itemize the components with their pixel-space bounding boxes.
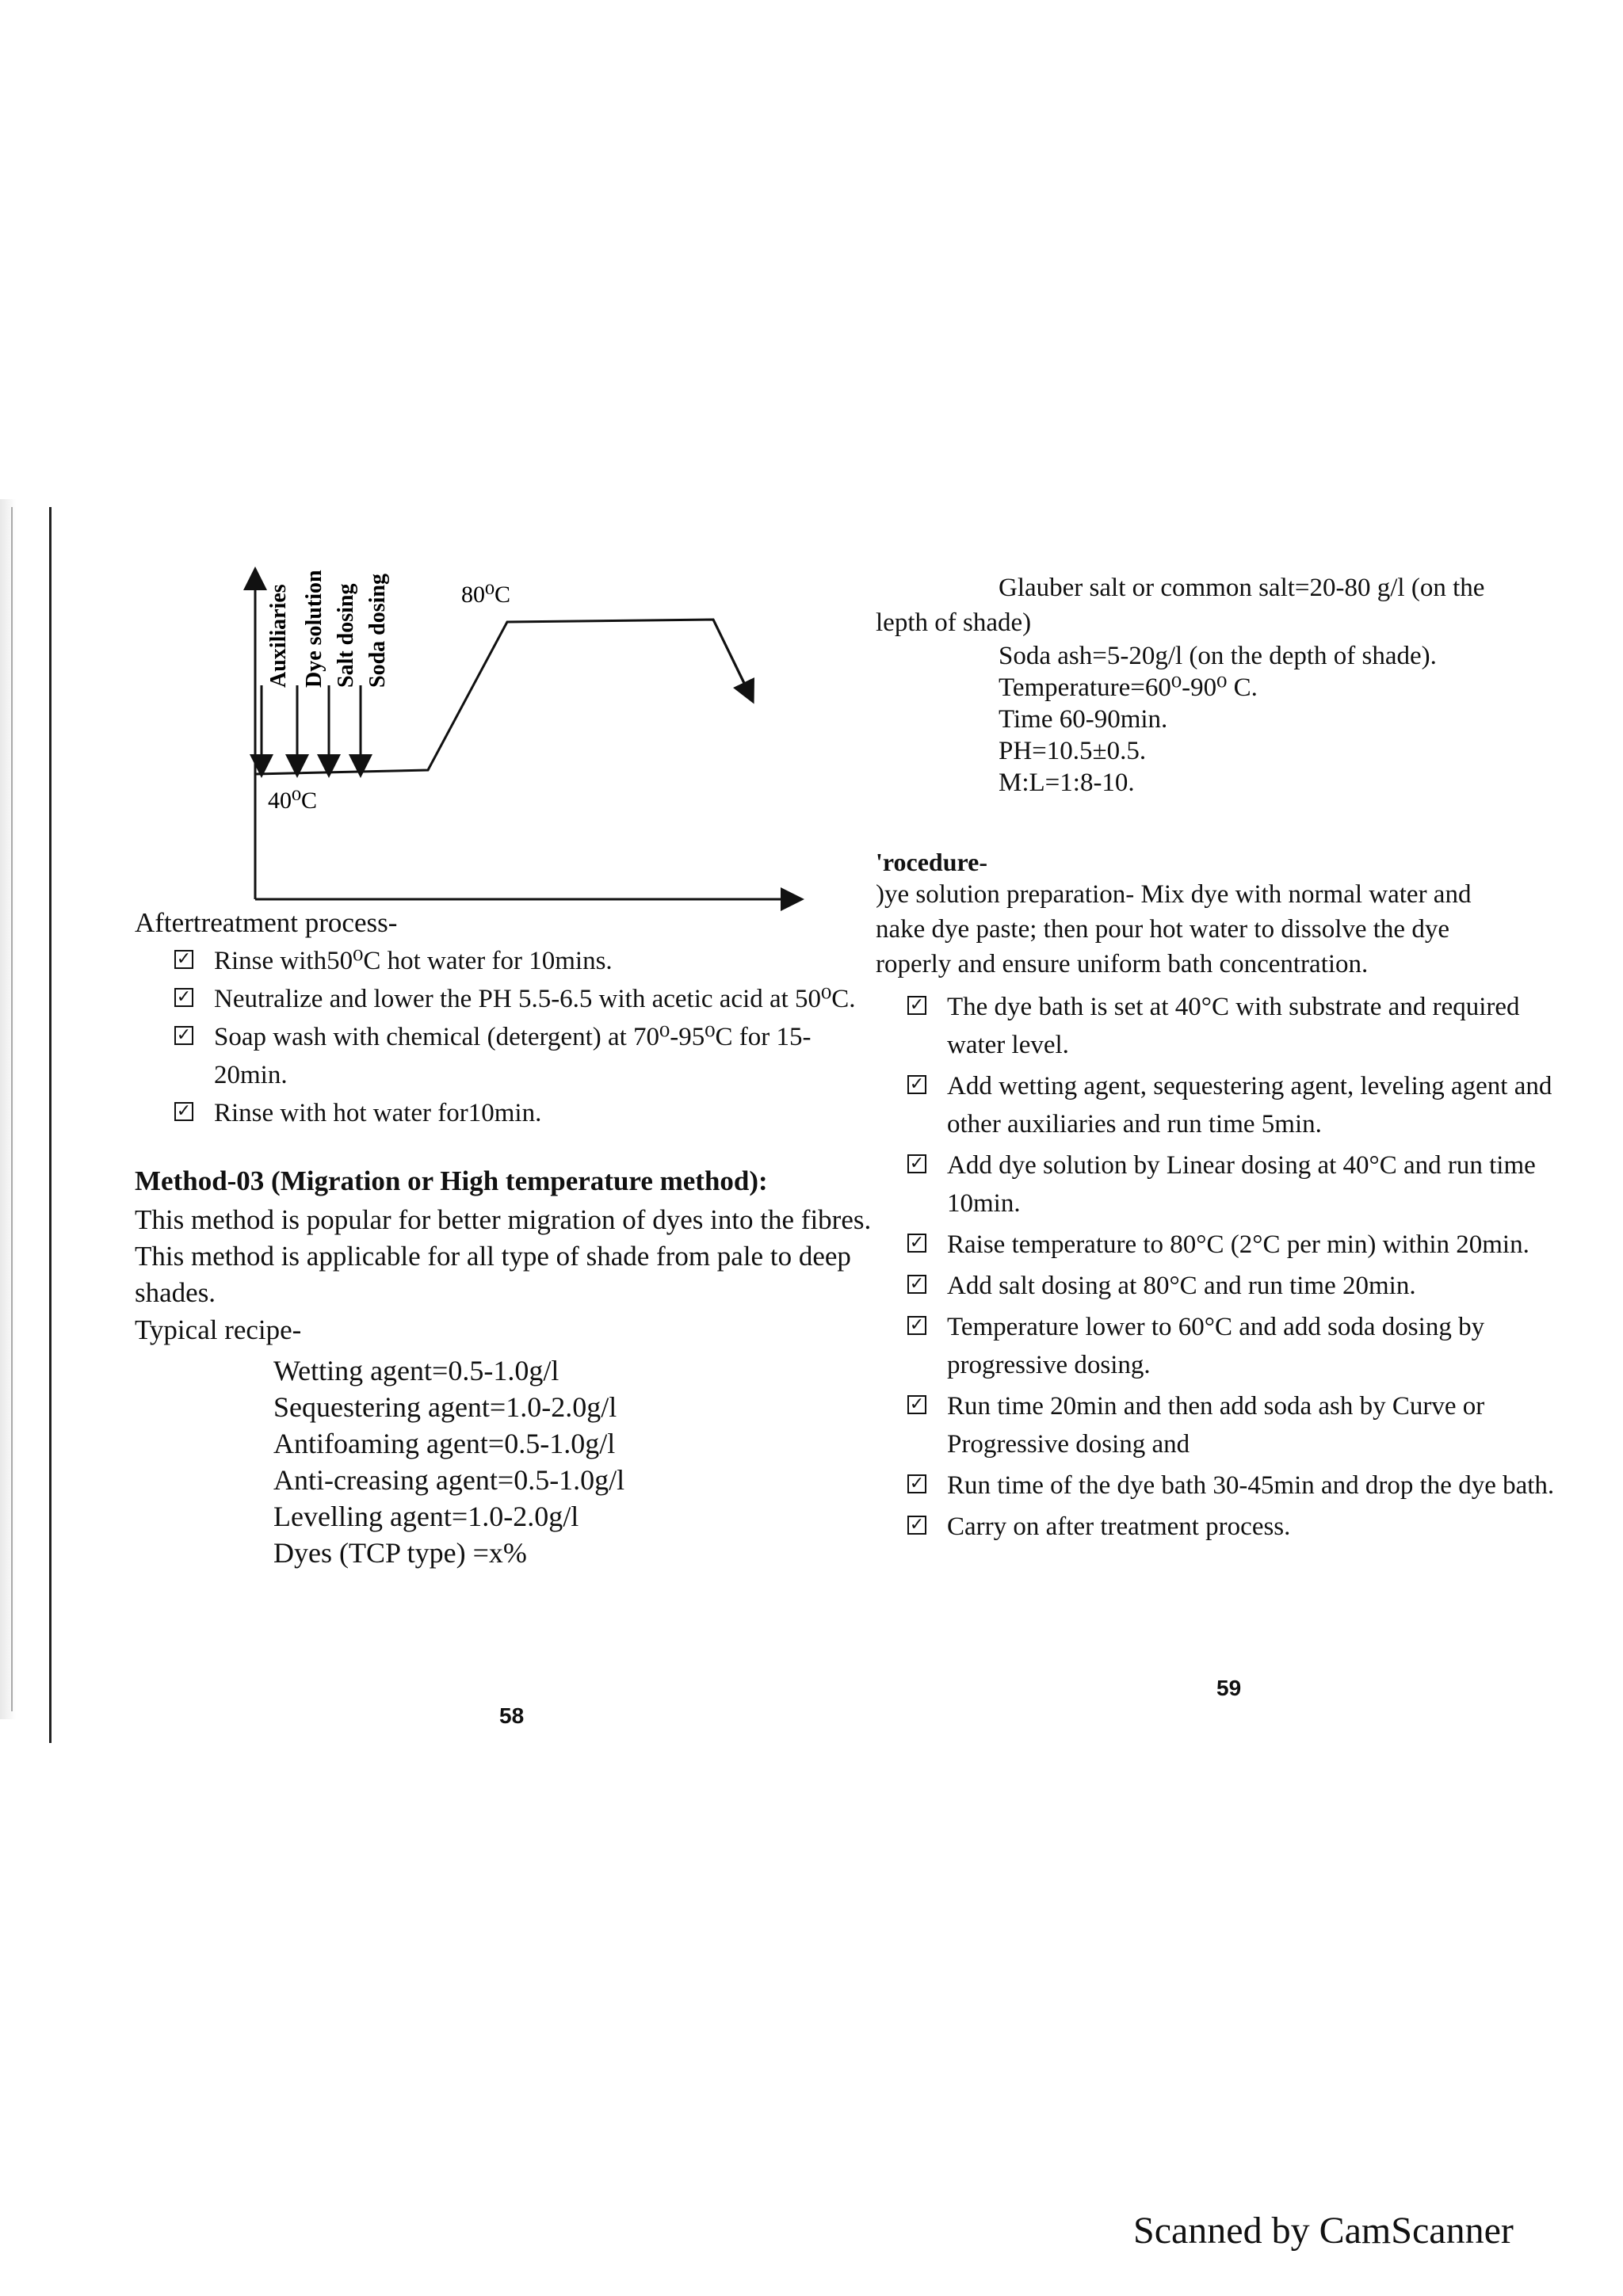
recipe-continued: [999, 640, 1573, 799]
label-auxiliaries: Auxiliaries: [266, 584, 291, 688]
checkbox-icon: ✓: [907, 1075, 926, 1094]
checkbox-icon: ✓: [174, 1102, 193, 1121]
item-text: The dye bath is set at 40°C with substrate and required water level.: [947, 993, 1520, 1059]
page-number-right: 59: [1216, 1676, 1242, 1700]
checkbox-icon: ✓: [174, 950, 193, 969]
item-text: Neutralize and lower the PH 5.5-6.5 with acetic acid at 50⁰C.: [214, 985, 856, 1013]
left-column: [135, 907, 880, 1571]
recipe-heading: Typical recipe-: [135, 1314, 302, 1345]
item-text: Add dye solution by Linear dosing at 40°C and run time 10min.: [947, 1151, 1536, 1218]
item-text: Rinse with50⁰C hot water for 10mins.: [214, 947, 613, 975]
recipe-item: Antifoaming agent=0.5-1.0g/l: [273, 1428, 616, 1459]
temp-label-40: 40⁰C: [268, 788, 318, 814]
method-description: This method is popular for better migration of dyes into the fibres. This method is applicable for all type of shade from pale to deep shades.: [135, 1204, 872, 1308]
temp-label-80: 80⁰C: [461, 582, 511, 608]
salt-line-cont: lepth of shade): [876, 608, 1032, 637]
checkbox-icon: ✓: [907, 1154, 926, 1173]
item-text: Run time 20min and then add soda ash by Curve or Progressive dosing and: [947, 1392, 1485, 1459]
method-heading: Method-03 (Migration or High temperature method):: [135, 1165, 768, 1196]
salt-line: Glauber salt or common salt=20-80 g/l (on the: [999, 574, 1485, 602]
list-item: [174, 1094, 880, 1132]
item-text: Raise temperature to 80°C (2°C per min) within 20min.: [947, 1230, 1529, 1259]
intro-line: nake dye paste; then pour hot water to dissolve the dye: [876, 915, 1449, 944]
recipe-item: Soda ash=5-20g/l (on the depth of shade).: [999, 642, 1437, 670]
item-text: Carry on after treatment process.: [947, 1512, 1291, 1541]
checkbox-icon: ✓: [907, 1474, 926, 1493]
recipe-item: Wetting agent=0.5-1.0g/l: [273, 1355, 559, 1386]
recipe-item: Sequestering agent=1.0-2.0g/l: [273, 1391, 617, 1423]
list-item: [907, 988, 1573, 1064]
list-item: [174, 1018, 880, 1094]
list-item: [907, 1466, 1573, 1505]
recipe-list: [273, 1352, 880, 1571]
checkbox-icon: ✓: [174, 988, 193, 1007]
checkbox-icon: ✓: [907, 1316, 926, 1335]
scanner-watermark: Scanned by CamScanner: [1133, 2210, 1514, 2252]
recipe-item: Levelling agent=1.0-2.0g/l: [273, 1501, 579, 1532]
item-text: Soap wash with chemical (detergent) at 70⁰-95⁰C for 15-20min.: [214, 1023, 812, 1089]
recipe-item: M:L=1:8-10.: [999, 769, 1135, 797]
procedure-list: [907, 988, 1573, 1546]
list-item: [907, 1267, 1573, 1305]
list-item: [907, 1508, 1573, 1546]
label-dye-solution: Dye solution: [302, 570, 327, 688]
item-text: Temperature lower to 60°C and add soda dosing by progressive dosing.: [947, 1313, 1485, 1379]
list-item: [907, 1146, 1573, 1222]
recipe-item: Anti-creasing agent=0.5-1.0g/l: [273, 1464, 625, 1496]
label-soda-dosing: Soda dosing: [365, 574, 390, 688]
checkbox-icon: ✓: [907, 1516, 926, 1535]
intro-line: roperly and ensure uniform bath concentration.: [876, 950, 1369, 978]
intro-line: )ye solution preparation- Mix dye with normal water and: [876, 880, 1472, 909]
margin-line: [49, 507, 52, 1743]
recipe-item: PH=10.5±0.5.: [999, 737, 1147, 765]
cooling-arrow: [713, 620, 749, 693]
margin-line-outer: [11, 507, 13, 1711]
list-item: [907, 1067, 1573, 1143]
item-text: Run time of the dye bath 30-45min and drop the dye bath.: [947, 1471, 1555, 1500]
recipe-item: Dyes (TCP type) =x%: [273, 1537, 527, 1569]
aftertreatment-list: [174, 942, 880, 1132]
list-item: [907, 1226, 1573, 1264]
right-column: [876, 570, 1573, 1549]
dyeing-process-diagram: [238, 547, 808, 911]
page-number-left: 58: [499, 1703, 525, 1728]
checkbox-icon: ✓: [907, 1395, 926, 1414]
list-item: [174, 980, 880, 1018]
checkbox-icon: ✓: [907, 1234, 926, 1253]
recipe-item: Temperature=60⁰-90⁰ C.: [999, 673, 1258, 702]
label-salt-dosing: Salt dosing: [334, 583, 358, 688]
item-text: Add wetting agent, sequestering agent, leveling agent and other auxiliaries and run time 5min.: [947, 1072, 1552, 1138]
item-text: Rinse with hot water for10min.: [214, 1099, 542, 1127]
procedure-heading: 'rocedure-: [876, 848, 987, 876]
procedure-intro: [876, 877, 1573, 982]
recipe-item: Time 60-90min.: [999, 705, 1168, 734]
list-item: [174, 942, 880, 980]
checkbox-icon: ✓: [174, 1026, 193, 1045]
page-edge-shadow: [0, 499, 16, 1719]
aftertreatment-heading: Aftertreatment process-: [135, 907, 398, 938]
checkbox-icon: ✓: [907, 1275, 926, 1294]
item-text: Add salt dosing at 80°C and run time 20min.: [947, 1272, 1416, 1300]
list-item: [907, 1387, 1573, 1463]
checkbox-icon: ✓: [907, 996, 926, 1015]
list-item: [907, 1308, 1573, 1384]
